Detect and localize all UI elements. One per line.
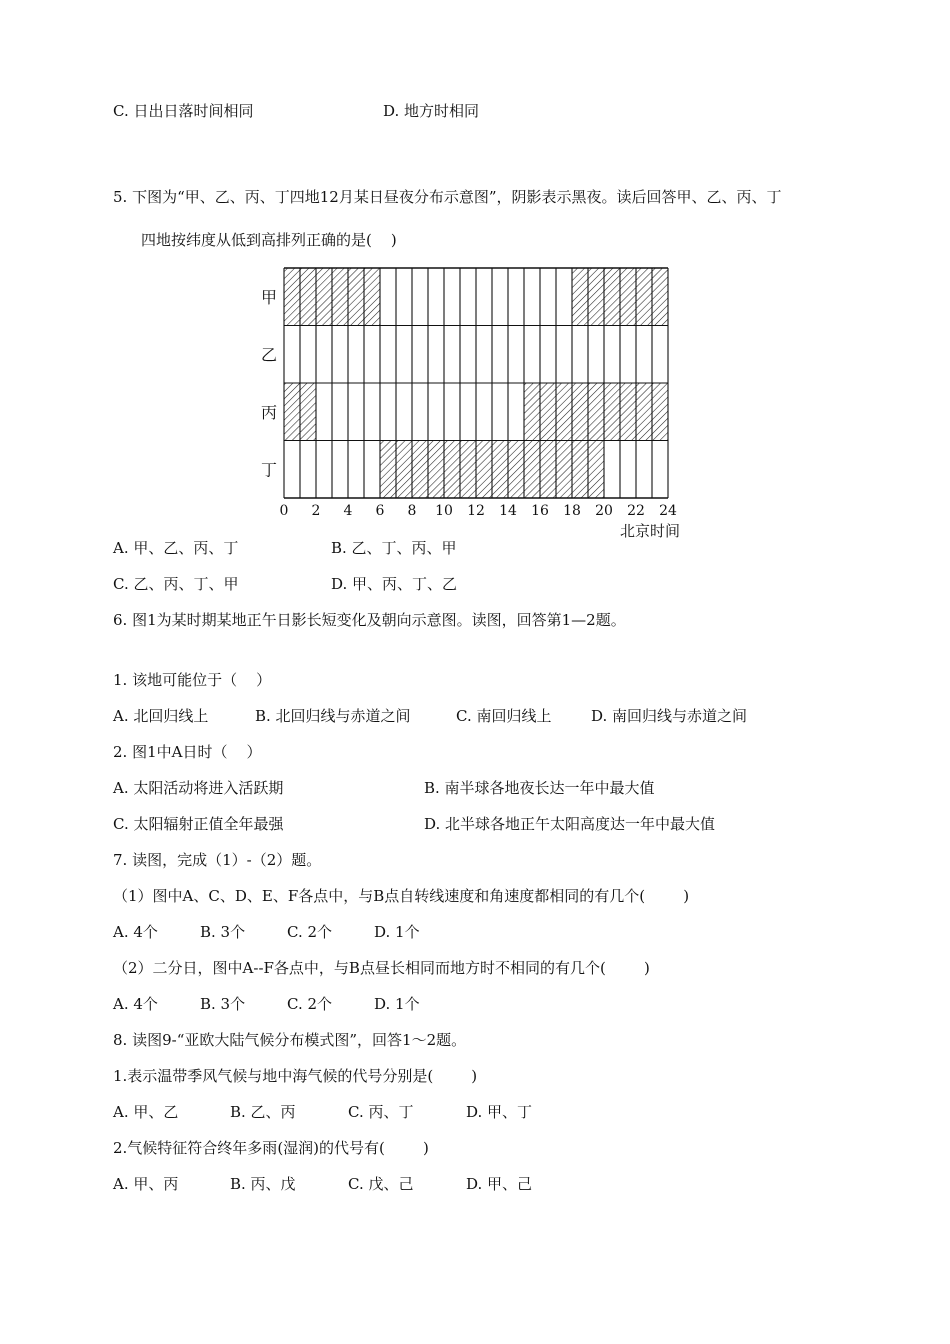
- x-tick-label: 6: [375, 503, 385, 519]
- row-label: 甲: [260, 287, 278, 307]
- q8-sub1-options: [113, 1102, 532, 1122]
- q6-sub2-option-c: C. 太阳辐射正值全年最强: [113, 815, 284, 833]
- q7-part1-option-b: B. 3个: [200, 923, 246, 941]
- q8-sub2-option-a: A. 甲、丙: [113, 1175, 179, 1193]
- q8-sub1-option-b: B. 乙、丙: [230, 1103, 296, 1121]
- row-label: 丁: [260, 460, 278, 480]
- x-tick-label: 8: [407, 503, 417, 519]
- q6-intro: 6. 图1为某时期某地正午日影长短变化及朝向示意图。读图，回答第1—2题。: [113, 611, 626, 629]
- q6-sub2-option-b: B. 南半球各地夜长达一年中最大值: [424, 779, 655, 797]
- q7-part1-option-a: A. 4个: [113, 923, 158, 941]
- q6-sub2-option-a: A. 太阳活动将进入活跃期: [113, 779, 284, 797]
- q5-option-d: D. 甲、丙、丁、乙: [331, 575, 458, 593]
- q4-option-c: C. 日出日落时间相同: [113, 102, 254, 120]
- x-tick-label: 16: [531, 503, 549, 519]
- q6-sub1-option-c: C. 南回归线上: [456, 707, 552, 725]
- q7-part2-option-c: C. 2个: [287, 995, 333, 1013]
- q7-part2: （2）二分日，图中A--F各点中，与B点昼长相同而地方时不相同的有几个( ): [113, 959, 650, 977]
- x-tick-label: 10: [435, 503, 453, 519]
- q6-sub2: 2. 图1中A日时（ ）: [113, 743, 262, 761]
- q7-part2-option-a: A. 4个: [113, 995, 158, 1013]
- q4-option-d: D. 地方时相同: [383, 102, 480, 120]
- x-tick-label: 14: [499, 503, 517, 519]
- night-block: [524, 383, 668, 441]
- x-tick-label: 20: [595, 503, 613, 519]
- q7-part2-options: [113, 994, 420, 1014]
- x-tick-label: 22: [627, 503, 645, 519]
- x-tick-label: 4: [343, 503, 353, 519]
- q7-part1-option-d: D. 1个: [374, 923, 420, 941]
- x-tick-label: 18: [563, 503, 581, 519]
- q8-sub1-option-a: A. 甲、乙: [113, 1103, 179, 1121]
- q5-stem-line1: 5. 下图为“甲、乙、丙、丁四地12月某日昼夜分布示意图”，阴影表示黑夜。读后回答甲、乙、丙、丁: [113, 188, 782, 206]
- q7-part1-option-c: C. 2个: [287, 923, 333, 941]
- q7-part1-options: [113, 922, 420, 942]
- day-night-chart: [258, 262, 694, 540]
- q8-sub1-option-d: D. 甲、丁: [466, 1103, 533, 1121]
- q7-part1: （1）图中A、C、D、E、F各点中，与B点自转线速度和角速度都相同的有几个( ): [113, 887, 690, 905]
- q8-sub2-option-d: D. 甲、己: [466, 1175, 533, 1193]
- row-label: 乙: [260, 345, 278, 365]
- q6-sub1-option-d: D. 南回归线与赤道之间: [591, 707, 748, 725]
- q6-sub1-option-b: B. 北回归线与赤道之间: [255, 707, 411, 725]
- q8-sub1: 1.表示温带季风气候与地中海气候的代号分别是( ): [113, 1067, 478, 1085]
- q5-option-b: B. 乙、丁、丙、甲: [331, 539, 457, 557]
- q6-sub2-option-d: D. 北半球各地正午太阳高度达一年中最大值: [424, 815, 716, 833]
- q6-sub1-options: [113, 706, 747, 726]
- q5-stem-line2: 四地按纬度从低到高排列正确的是( ): [141, 231, 397, 249]
- q8-sub2-option-c: C. 戊、己: [348, 1175, 414, 1193]
- q7-part2-option-b: B. 3个: [200, 995, 246, 1013]
- x-axis-label: 北京时间: [619, 522, 680, 540]
- q8-sub2-option-b: B. 丙、戊: [230, 1175, 296, 1193]
- row-label: 丙: [260, 402, 278, 422]
- q5-option-c: C. 乙、丙、丁、甲: [113, 575, 239, 593]
- q7-intro: 7. 读图，完成（1）-（2）题。: [113, 851, 322, 869]
- q8-sub1-option-c: C. 丙、丁: [348, 1103, 414, 1121]
- q8-intro: 8. 读图9-“亚欧大陆气候分布模式图”，回答1～2题。: [113, 1031, 467, 1049]
- x-tick-label: 12: [467, 503, 485, 519]
- x-tick-label: 24: [659, 503, 677, 519]
- x-tick-label: 2: [311, 503, 321, 519]
- x-tick-label: 0: [279, 503, 289, 519]
- q5-option-a: A. 甲、乙、丙、丁: [113, 539, 239, 557]
- q8-sub2: 2.气候特征符合终年多雨(湿润)的代号有( ): [113, 1139, 429, 1157]
- q8-sub2-options: [113, 1174, 532, 1194]
- q6-sub1-option-a: A. 北回归线上: [113, 707, 209, 725]
- q7-part2-option-d: D. 1个: [374, 995, 420, 1013]
- q6-sub1: 1. 该地可能位于（ ）: [113, 671, 272, 689]
